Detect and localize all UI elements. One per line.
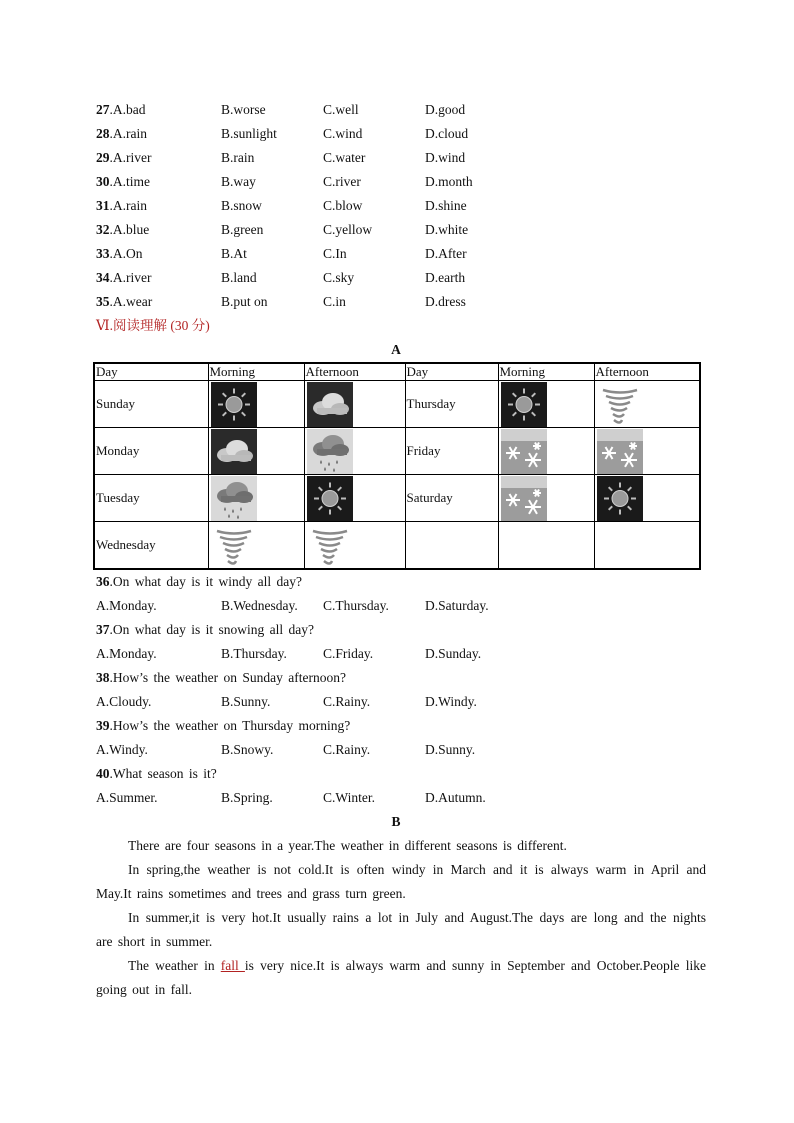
snowy-icon <box>597 429 643 474</box>
question-text: .On what day is it windy all day? <box>109 574 302 589</box>
option-d: D.After <box>425 246 467 261</box>
weather-cell <box>594 381 700 428</box>
option-b: B.Thursday. <box>221 646 287 661</box>
passage-b-paragraph-1: There are four seasons in a year.The weather in different seasons is different. <box>128 838 567 853</box>
weather-cell <box>594 428 700 475</box>
question-number: 28 <box>96 126 110 141</box>
weather-cell <box>498 475 594 522</box>
option-b: B.Snowy. <box>221 742 274 757</box>
option-a: A.Cloudy. <box>96 694 152 709</box>
option-d: D.shine <box>425 198 467 213</box>
windy-icon <box>597 382 643 427</box>
weather-cell <box>498 428 594 475</box>
option-d: D.cloud <box>425 126 469 141</box>
option-c: C.sky <box>323 270 355 285</box>
question-stem <box>96 618 706 642</box>
weather-cell <box>304 428 405 475</box>
option-a <box>96 98 221 122</box>
choice-row <box>96 242 706 266</box>
option-a: A.Summer. <box>96 790 158 805</box>
option-c: C.yellow <box>323 222 373 237</box>
day-cell: Wednesday <box>94 522 208 570</box>
sunny-icon <box>307 476 353 521</box>
question-text: .How’s the weather on Thursday morning? <box>109 718 351 733</box>
weather-cell <box>594 522 700 570</box>
weather-cell <box>304 522 405 570</box>
cloudy-icon <box>307 382 353 427</box>
weather-cell <box>498 522 594 570</box>
answer-options <box>96 594 706 618</box>
weather-cell <box>594 475 700 522</box>
question-number: 27 <box>96 102 110 117</box>
option-b: B.put on <box>221 294 268 309</box>
weather-cell <box>208 522 304 570</box>
answer-options <box>96 738 706 762</box>
header-cell: Day <box>94 363 208 381</box>
weather-table <box>93 362 701 570</box>
option-c: C.Friday. <box>323 646 374 661</box>
option-b: B.Wednesday. <box>221 598 298 613</box>
passage-b-paragraph-3: In summer,it is very hot.It usually rains a lot in July and August.The days are long and the nights are short in summer. <box>96 910 706 949</box>
question-stem <box>96 666 706 690</box>
day-cell: Monday <box>94 428 208 475</box>
option-a-text: .A.time <box>109 174 150 189</box>
option-b: B.Sunny. <box>221 694 271 709</box>
option-a-text: .A.wear <box>109 294 153 309</box>
p4-after: is very nice.It is always warm and sunny in September and October.People like going out in fall. <box>96 958 706 997</box>
question-number: 29 <box>96 150 110 165</box>
option-a <box>96 146 221 170</box>
option-a-text: .A.rain <box>109 126 147 141</box>
question-stem <box>96 762 706 786</box>
option-d: D.good <box>425 102 466 117</box>
option-a-text: .A.rain <box>109 198 147 213</box>
option-a <box>96 290 221 314</box>
option-d: D.month <box>425 174 473 189</box>
answer-options <box>96 786 706 810</box>
option-a <box>96 218 221 242</box>
day-cell: Thursday <box>405 381 498 428</box>
passage-b-label: B <box>391 814 401 829</box>
option-c: C.Winter. <box>323 790 375 805</box>
question-number: 34 <box>96 270 110 285</box>
header-cell: Morning <box>498 363 594 381</box>
weather-cell <box>208 428 304 475</box>
option-d: D.earth <box>425 270 466 285</box>
option-d: D.Autumn. <box>425 790 486 805</box>
question-number: 33 <box>96 246 110 261</box>
section-title: Ⅵ.阅读理解 (30 分) <box>96 318 210 333</box>
weather-cell <box>208 475 304 522</box>
option-b: B.sunlight <box>221 126 277 141</box>
passage-b <box>96 834 706 1002</box>
choice-row <box>96 146 706 170</box>
weather-cell <box>208 381 304 428</box>
question-number: 32 <box>96 222 110 237</box>
option-c: C.In <box>323 246 347 261</box>
option-d: D.dress <box>425 294 466 309</box>
question-stem <box>96 714 706 738</box>
option-c: C.wind <box>323 126 363 141</box>
day-cell: Friday <box>405 428 498 475</box>
option-a <box>96 242 221 266</box>
option-d: D.Sunday. <box>425 646 482 661</box>
header-cell: Morning <box>208 363 304 381</box>
question-number: 30 <box>96 174 110 189</box>
option-c: C.Rainy. <box>323 694 371 709</box>
day-cell: Saturday <box>405 475 498 522</box>
question-number: 36 <box>96 574 110 589</box>
choice-row <box>96 98 706 122</box>
option-b: B.land <box>221 270 257 285</box>
passage-b-paragraph-2: In spring,the weather is not cold.It is often windy in March and it is always warm in April and May.It rains sometimes and trees and grass turn green. <box>96 862 706 901</box>
cloudy-icon <box>211 429 257 474</box>
weather-cell <box>304 381 405 428</box>
choice-row <box>96 194 706 218</box>
choice-row <box>96 170 706 194</box>
option-a <box>96 266 221 290</box>
option-b: B.Spring. <box>221 790 273 805</box>
rainy-icon <box>307 429 353 474</box>
option-b: B.way <box>221 174 256 189</box>
reading-questions <box>96 570 706 810</box>
option-a: A.Monday. <box>96 646 157 661</box>
option-b: B.At <box>221 246 247 261</box>
day-cell: Tuesday <box>94 475 208 522</box>
option-c: C.Rainy. <box>323 742 371 757</box>
choice-row <box>96 218 706 242</box>
option-a-text: .A.bad <box>109 102 146 117</box>
question-text: .On what day is it snowing all day? <box>109 622 314 637</box>
option-d: D.Sunny. <box>425 742 476 757</box>
option-c: C.in <box>323 294 346 309</box>
passage-b-paragraph-4 <box>96 954 706 1002</box>
highlight-fall: fall <box>220 958 245 973</box>
option-c: C.water <box>323 150 366 165</box>
option-d: D.white <box>425 222 469 237</box>
question-stem <box>96 570 706 594</box>
choice-row <box>96 122 706 146</box>
option-a <box>96 194 221 218</box>
question-number: 35 <box>96 294 110 309</box>
windy-icon <box>307 523 353 568</box>
option-a: A.Windy. <box>96 742 148 757</box>
answer-options <box>96 690 706 714</box>
question-text: .How’s the weather on Sunday afternoon? <box>109 670 346 685</box>
question-text: .What season is it? <box>109 766 217 781</box>
option-a-text: .A.On <box>109 246 143 261</box>
option-a-text: .A.blue <box>109 222 150 237</box>
option-d: D.Windy. <box>425 694 477 709</box>
windy-icon <box>211 523 257 568</box>
weather-row <box>94 428 700 475</box>
option-c: C.river <box>323 174 361 189</box>
passage-a-label: A <box>391 342 401 357</box>
day-cell: Sunday <box>94 381 208 428</box>
option-b: B.worse <box>221 102 266 117</box>
question-number: 38 <box>96 670 110 685</box>
weather-cell <box>498 381 594 428</box>
day-cell <box>405 522 498 570</box>
option-a <box>96 122 221 146</box>
choice-row <box>96 290 706 314</box>
option-a: A.Monday. <box>96 598 157 613</box>
question-number: 39 <box>96 718 110 733</box>
weather-row <box>94 381 700 428</box>
option-c: C.well <box>323 102 359 117</box>
question-number: 40 <box>96 766 110 781</box>
sunny-icon <box>501 382 547 427</box>
p4-before: The weather in <box>128 958 221 973</box>
sunny-icon <box>211 382 257 427</box>
header-cell: Afternoon <box>304 363 405 381</box>
sunny-icon <box>597 476 643 521</box>
option-a-text: .A.river <box>109 150 152 165</box>
header-cell: Afternoon <box>594 363 700 381</box>
snowy-icon <box>501 429 547 474</box>
option-b: B.green <box>221 222 264 237</box>
weather-row <box>94 522 700 570</box>
question-number: 31 <box>96 198 110 213</box>
option-d: D.wind <box>425 150 466 165</box>
option-b: B.snow <box>221 198 262 213</box>
option-c: C.blow <box>323 198 363 213</box>
weather-cell <box>304 475 405 522</box>
header-cell: Day <box>405 363 498 381</box>
option-c: C.Thursday. <box>323 598 389 613</box>
weather-row <box>94 475 700 522</box>
question-number: 37 <box>96 622 110 637</box>
answer-options <box>96 642 706 666</box>
snowy-icon <box>501 476 547 521</box>
option-b: B.rain <box>221 150 255 165</box>
option-a-text: .A.river <box>109 270 152 285</box>
option-d: D.Saturday. <box>425 598 489 613</box>
weather-table-header <box>94 363 700 381</box>
rainy-icon <box>211 476 257 521</box>
choice-row <box>96 266 706 290</box>
worksheet <box>96 98 706 1002</box>
cloze-choices <box>96 98 706 314</box>
option-a <box>96 170 221 194</box>
